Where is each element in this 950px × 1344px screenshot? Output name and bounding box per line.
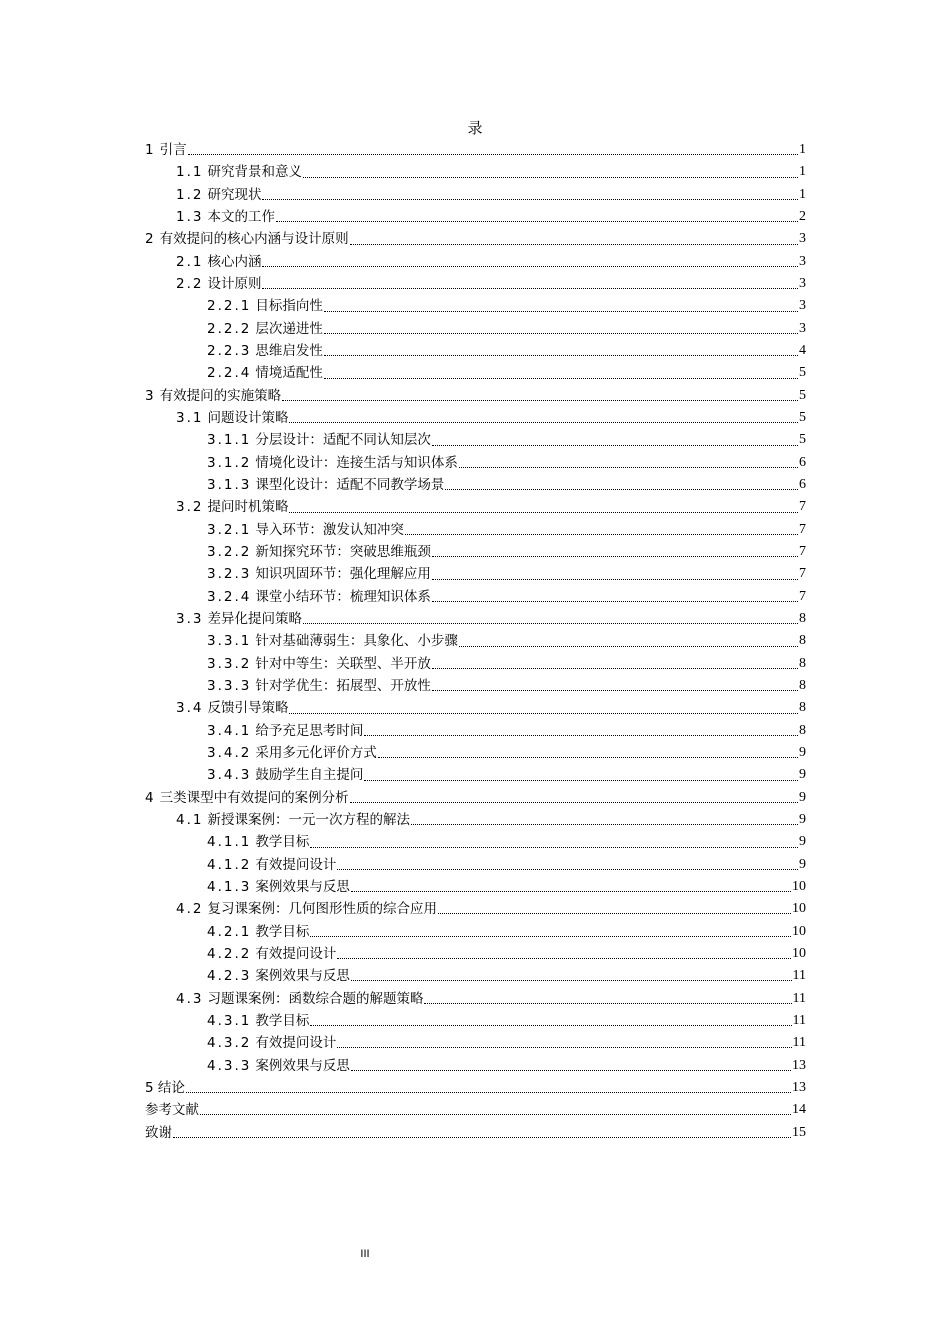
toc-entry-page: 9 [799,856,806,872]
toc-entry-label [207,1032,336,1054]
toc-entry-label [207,921,309,943]
toc-entry-title: 致谢 [145,1124,172,1141]
toc-entry-title: 知识巩固环节：强化理解应用 [255,566,431,583]
toc-entry-title: 有效提问设计 [255,945,337,962]
toc-entry-page: 9 [799,812,806,827]
toc-entry-label [207,1055,350,1077]
toc-entry[interactable] [145,675,806,697]
toc-entry-number: 1.2 [176,186,204,203]
toc-entry-label [176,809,410,831]
toc-entry[interactable] [145,1054,806,1076]
toc-entry-page: 1 [799,142,806,158]
toc-entry-title: 案例效果与反思 [255,878,350,895]
toc-entry-page: 15 [792,1124,806,1140]
dot-leader [324,355,798,356]
toc-entry-number: 3.3.1 [207,633,252,650]
toc-entry-number: 3.4.2 [207,745,252,762]
toc-entry-number: 4.1 [176,812,204,828]
toc-entry[interactable] [145,831,806,853]
toc-entry-number: 3.3 [176,611,204,628]
toc-entry[interactable] [145,854,806,876]
toc-entry[interactable] [145,653,806,675]
toc-entry[interactable] [145,1010,806,1032]
dot-leader [289,512,798,513]
dot-leader [173,1137,791,1138]
toc-entry[interactable] [145,608,806,630]
toc-entry-title: 思维启发性 [255,343,323,360]
toc-entry-label [207,362,323,384]
toc-entry[interactable] [145,697,806,719]
toc-entry[interactable] [145,1077,806,1099]
toc-entry-title: 针对基础薄弱生：具象化、小步骤 [255,633,458,650]
toc-entry-title: 有效提问的核心内涵与设计原则 [159,231,349,248]
toc-entry-label [176,407,288,429]
toc-entry-title: 问题设计策略 [207,410,289,427]
toc-entry-label [176,184,261,206]
toc-entry-label [207,1010,309,1032]
toc-entry-page: 6 [799,477,806,493]
dot-leader [303,177,798,178]
toc-entry-number: 4.2.1 [207,923,252,940]
dot-leader [262,288,798,289]
dot-leader [310,847,798,848]
dot-leader [337,869,798,870]
toc-entry-label [176,496,288,518]
toc-entry-label [207,943,336,965]
toc-entry-label [207,318,323,340]
toc-entry-page: 8 [799,700,806,716]
toc-entry-number: 3.1.3 [207,477,252,494]
dot-leader [364,735,798,736]
toc-entry-number: 3.2 [176,499,204,516]
dot-leader [337,958,791,959]
toc-entry-page: 3 [799,231,806,247]
toc-entry-page: 9 [799,789,806,805]
toc-entry-label [207,429,431,451]
toc-entry[interactable] [145,720,806,742]
toc-entry-title: 有效提问的实施策略 [159,387,282,404]
toc-entry-page: 11 [792,990,806,1006]
dot-leader [262,199,798,200]
toc-entry-title: 教学目标 [255,923,310,940]
dot-leader [282,400,798,401]
toc-entry[interactable] [145,340,806,362]
toc-entry-label [176,251,261,273]
dot-leader [303,623,798,624]
toc-entry[interactable] [145,139,806,161]
toc-entry-number: 2.2.3 [207,343,252,360]
toc-entry-page: 5 [799,432,806,448]
dot-leader [432,690,798,691]
page-number-footer: III [360,1248,370,1260]
toc-entry-page: 8 [799,655,806,671]
toc-entry-label [207,586,431,608]
toc-entry-number: 1 [145,142,156,159]
dot-leader [364,780,798,781]
toc-entry[interactable] [145,1032,806,1054]
toc-entry-number: 4.3 [176,990,204,1007]
toc-entry-page: 11 [792,968,806,984]
toc-entry-number: 2.2.4 [207,365,252,382]
toc-entry-label [176,206,275,228]
toc-entry[interactable] [145,809,806,831]
dot-leader [405,534,798,535]
toc-entry[interactable] [145,563,806,585]
toc-entry-label [207,876,350,898]
toc-entry-page: 9 [799,767,806,783]
toc-entry-title: 案例效果与反思 [255,1057,350,1074]
dot-leader [276,221,798,222]
toc-entry-page: 5 [799,410,806,426]
toc-entry-page: 7 [799,544,806,560]
toc-entry-number: 4.1.2 [207,856,252,873]
toc-entry[interactable] [145,407,806,429]
toc-entry[interactable] [145,965,806,987]
dot-leader [350,802,798,803]
toc-entry-page: 3 [799,253,806,269]
toc-entry-number: 4.3.3 [207,1057,252,1074]
toc-entry-label [207,854,336,876]
toc-entry[interactable] [145,742,806,764]
toc-entry-page: 1 [799,186,806,202]
toc-entry[interactable] [145,519,806,541]
toc-entry-number: 3.2.4 [207,588,252,605]
toc-entry-label [176,608,302,630]
toc-entry-number: 2.2 [176,276,204,293]
toc-entry[interactable] [145,787,806,809]
toc-entry-title: 有效提问设计 [255,1035,337,1052]
toc-entry-title: 目标指向性 [255,298,323,315]
table-of-contents [145,139,806,1144]
toc-entry-number: 3.4.1 [207,722,252,739]
toc-entry-title: 导入环节：激发认知冲突 [255,521,404,538]
toc-entry-label [145,385,281,407]
toc-entry-title: 本文的工作 [207,209,275,226]
toc-entry-label [207,675,431,697]
toc-entry-label [176,273,261,295]
toc-entry-label [207,831,309,853]
toc-entry-number: 3.4 [176,700,204,717]
toc-entry-number: 3.1.2 [207,454,252,471]
toc-entry[interactable] [145,273,806,295]
toc-entry-title: 有效提问设计 [255,856,337,873]
toc-entry-page: 9 [799,745,806,761]
toc-entry-page: 14 [792,1102,806,1118]
toc-entry-page: 6 [799,454,806,470]
dot-leader [337,1047,791,1048]
toc-entry-label [207,965,350,987]
toc-entry-number: 4.1.3 [207,878,252,895]
toc-entry-number: 2.2.2 [207,320,252,337]
toc-entry-number: 3.3.3 [207,678,252,695]
dot-leader [432,445,798,446]
toc-entry-page: 7 [799,588,806,604]
toc-entry-page: 2 [799,209,806,225]
toc-entry-page: 8 [799,611,806,627]
toc-entry-title: 鼓励学生自主提问 [255,767,364,784]
toc-entry-page: 8 [799,722,806,738]
toc-entry-title: 采用多元化评价方式 [255,745,377,762]
toc-entry-page: 13 [792,1079,806,1095]
dot-leader [310,1025,791,1026]
toc-entry-page: 7 [799,566,806,582]
toc-entry-label [176,988,423,1010]
dot-leader [411,824,798,825]
toc-entry-number: 3.2.1 [207,521,252,538]
toc-entry-number: 3.4.3 [207,767,252,784]
toc-entry-label [207,720,363,742]
dot-leader [438,913,791,914]
dot-leader [459,467,798,468]
toc-entry-label [207,630,458,652]
toc-entry[interactable] [145,764,806,786]
toc-entry[interactable] [145,1121,806,1143]
toc-entry-page: 10 [792,901,806,917]
dot-leader [432,579,798,580]
toc-entry-label [145,787,349,809]
dot-leader [324,333,798,334]
toc-entry-title: 教学目标 [255,1012,310,1029]
toc-entry-label [207,519,404,541]
dot-leader [432,556,798,557]
toc-entry-page: 10 [792,878,806,894]
toc-entry[interactable] [145,295,806,317]
toc-entry-title: 复习课案例：几何图形性质的综合应用 [207,901,437,918]
dot-leader [324,311,798,312]
toc-entry[interactable] [145,920,806,942]
toc-entry-label [145,1122,172,1144]
dot-leader [350,244,798,245]
toc-entry[interactable] [145,318,806,340]
toc-entry-number: 4.1.1 [207,834,252,851]
toc-entry-page: 13 [792,1057,806,1073]
dot-leader [310,936,791,937]
toc-entry-page: 7 [799,499,806,515]
toc-entry-title: 三类课型中有效提问的案例分析 [159,789,349,806]
dot-leader [445,489,798,490]
toc-entry-number: 2 [145,231,156,248]
toc-entry-title: 课型化设计：适配不同教学场景 [255,477,445,494]
dot-leader [378,757,798,758]
toc-entry[interactable] [145,184,806,206]
toc-entry-page: 11 [792,1035,806,1051]
toc-entry-page: 10 [792,923,806,939]
toc-entry-page: 1 [799,164,806,180]
toc-entry-title: 习题课案例：函数综合题的解题策略 [207,990,424,1007]
dot-leader [324,378,798,379]
toc-entry[interactable] [145,161,806,183]
toc-entry-label [176,898,437,920]
toc-entry[interactable] [145,586,806,608]
toc-entry-page: 11 [792,1012,806,1028]
toc-entry-page: 8 [799,678,806,694]
toc-entry-number: 1.1 [176,164,204,181]
toc-entry-title: 参考文献 [145,1102,199,1119]
toc-entry-number: 4.2.2 [207,945,252,962]
dot-leader [432,668,798,669]
toc-entry-label [207,742,377,764]
toc-entry-label [207,563,431,585]
toc-entry-label [145,1099,199,1121]
toc-entry-label [207,474,444,496]
toc-entry-number: 4 [145,789,156,806]
toc-entry-title: 引言 [159,142,187,159]
toc-entry-label [176,697,288,719]
toc-entry-number: 1.3 [176,209,204,226]
toc-entry-number: 4.2 [176,901,204,918]
toc-entry[interactable] [145,206,806,228]
toc-entry-label [145,228,349,250]
toc-entry[interactable] [145,943,806,965]
toc-entry[interactable] [145,1099,806,1121]
toc-entry[interactable] [145,541,806,563]
toc-entry-page: 3 [799,320,806,336]
toc-entry-title: 针对学优生：拓展型、开放性 [255,678,431,695]
dot-leader [351,1070,791,1071]
toc-entry-title: 新知探究环节：突破思维瓶颈 [255,544,431,561]
toc-entry-title: 针对中等生：关联型、半开放 [255,655,431,672]
toc-entry-label [207,452,458,474]
toc-entry-page: 5 [799,387,806,403]
toc-title: 录 [467,119,483,137]
toc-entry-title: 反馈引导策略 [207,700,289,717]
toc-entry-number: 4.3.1 [207,1012,252,1029]
toc-entry-title: 研究背景和意义 [207,164,302,181]
toc-entry-number: 4.3.2 [207,1035,252,1052]
toc-entry-title: 提问时机策略 [207,499,289,516]
dot-leader [289,422,798,423]
toc-entry-page: 5 [799,365,806,381]
toc-entry[interactable] [145,496,806,518]
dot-leader [459,646,798,647]
toc-entry[interactable] [145,385,806,407]
dot-leader [262,266,798,267]
toc-entry-label [207,295,323,317]
toc-entry-label [207,541,431,563]
toc-entry-number: 2.1 [176,253,204,270]
toc-entry-title: 设计原则 [207,276,262,293]
toc-entry-label [207,653,431,675]
toc-entry-title: 情境化设计：连接生活与知识体系 [255,454,458,471]
toc-entry-page: 7 [799,521,806,537]
toc-entry-title: 分层设计：适配不同认知层次 [255,432,431,449]
toc-entry-title: 研究现状 [207,186,262,203]
dot-leader [351,980,792,981]
toc-entry[interactable] [145,876,806,898]
toc-entry[interactable] [145,474,806,496]
toc-entry-page: 9 [799,834,806,850]
dot-leader [351,891,791,892]
toc-entry-page: 3 [799,276,806,292]
toc-entry-page: 8 [799,633,806,649]
toc-entry-title: 情境适配性 [255,365,323,382]
dot-leader [289,713,798,714]
toc-entry-label [145,139,187,161]
toc-entry-number: 3.2.3 [207,566,252,583]
toc-entry-title: 差异化提问策略 [207,611,302,628]
dot-leader [200,1114,791,1115]
toc-entry-label [176,161,302,183]
toc-entry-number: 3.3.2 [207,655,252,672]
toc-entry-number: 3.1 [176,410,204,427]
toc-entry-label [207,764,363,786]
toc-entry-title: 层次递进性 [255,320,323,337]
toc-entry[interactable] [145,362,806,384]
toc-entry[interactable] [145,251,806,273]
toc-entry-number: 4.2.3 [207,968,252,985]
toc-entry-number: 3 [145,387,156,404]
toc-entry-title: 核心内涵 [207,253,262,270]
dot-leader [186,1092,791,1093]
toc-entry-label [145,1077,185,1099]
toc-entry[interactable] [145,898,806,920]
toc-entry[interactable] [145,987,806,1009]
toc-entry-page: 3 [799,298,806,314]
toc-entry-title: 案例效果与反思 [255,968,350,985]
toc-entry-title: 给予充足思考时间 [255,722,364,739]
toc-entry-number: 3.2.2 [207,544,252,561]
toc-entry[interactable] [145,429,806,451]
toc-entry-title: 5 结论 [145,1079,185,1096]
toc-entry-number: 3.1.1 [207,432,252,449]
toc-entry-page: 10 [792,945,806,961]
toc-entry[interactable] [145,630,806,652]
toc-entry-number: 2.2.1 [207,298,252,315]
toc-entry[interactable] [145,228,806,250]
toc-entry-page: 4 [799,343,806,359]
dot-leader [432,601,798,602]
toc-entry-title: 新授课案例：一元一次方程的解法 [207,812,410,828]
toc-entry[interactable] [145,452,806,474]
toc-entry-title: 课堂小结环节：梳理知识体系 [255,588,431,605]
dot-leader [188,154,798,155]
dot-leader [424,1003,791,1004]
toc-entry-title: 教学目标 [255,834,310,851]
toc-entry-label [207,340,323,362]
